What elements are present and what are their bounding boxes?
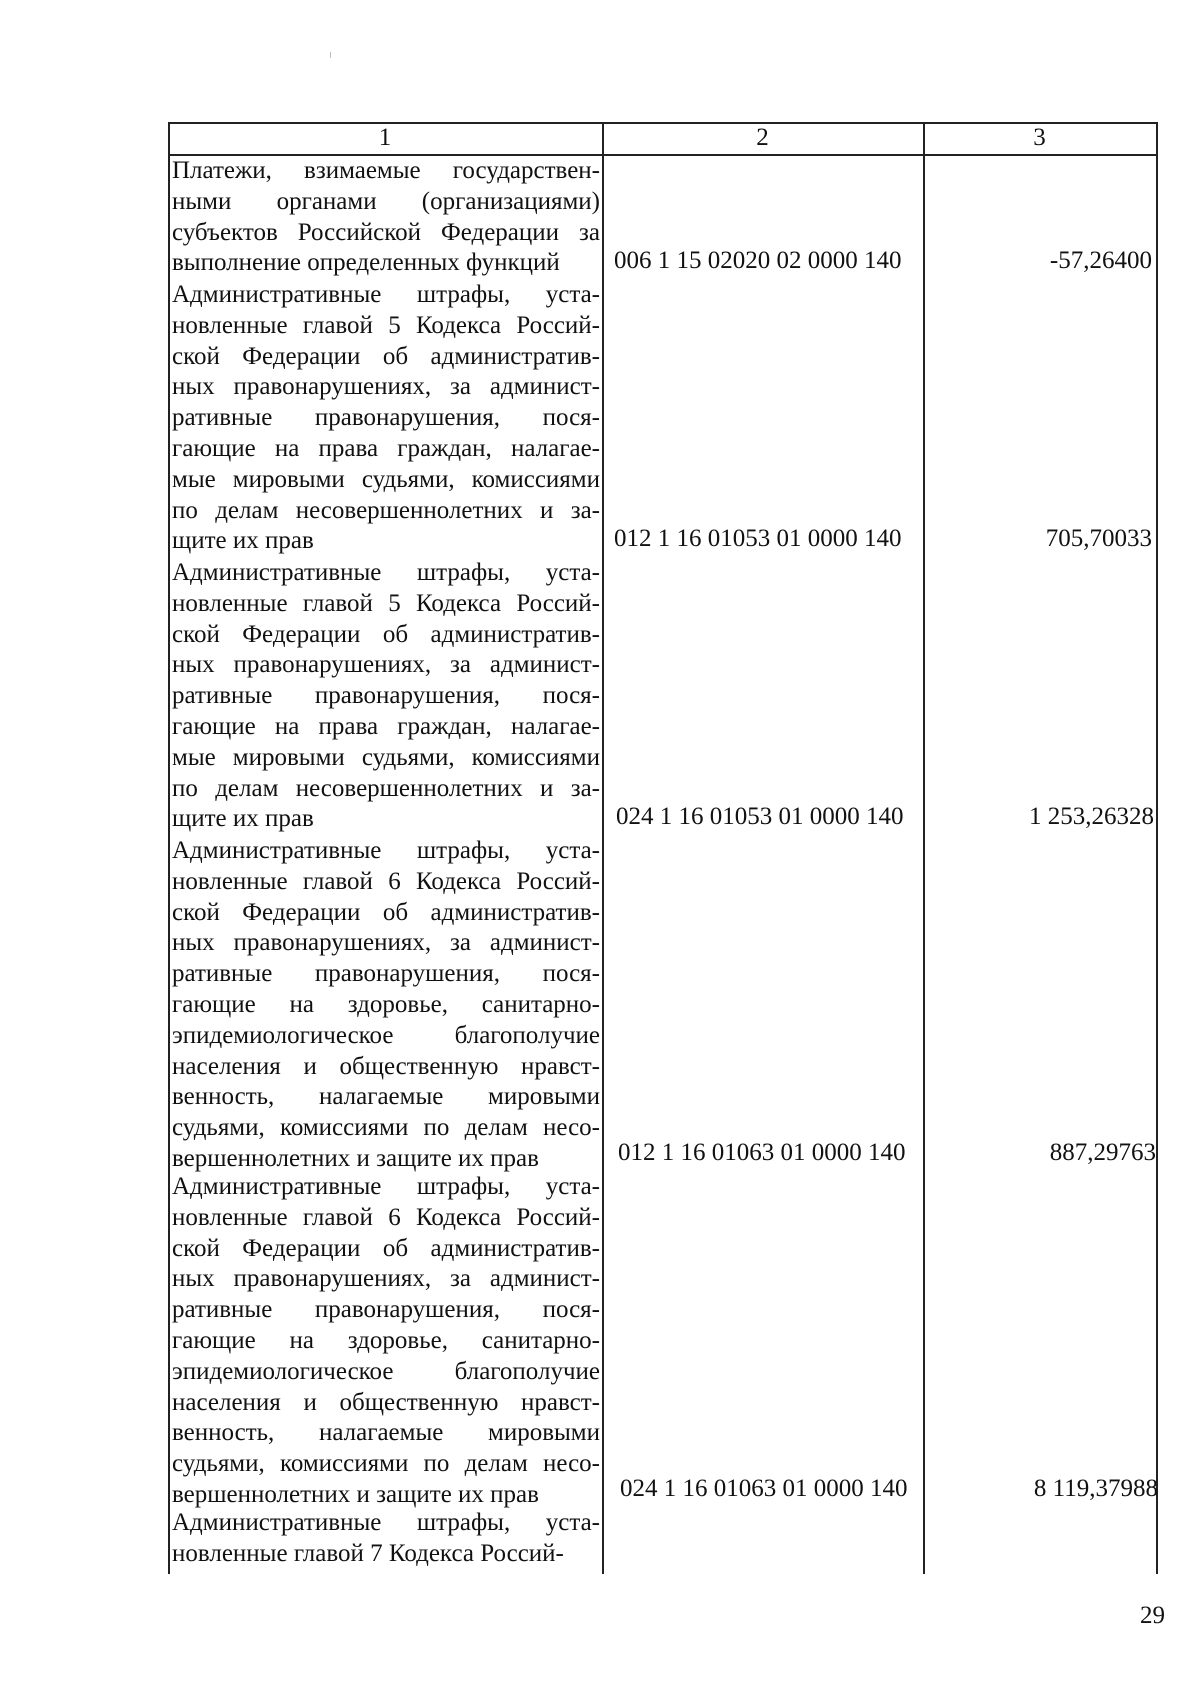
description-line: новленные главой 5 Кодекса Россий- (172, 589, 600, 617)
description-line: гающие на права граждан, налагае- (172, 434, 600, 462)
table-row-description (172, 1172, 600, 1511)
description-line: щите их прав (172, 805, 314, 833)
description-line: по делам несовершеннолетних и за- (172, 774, 600, 802)
description-line: гающие на права граждан, налагае- (172, 712, 600, 740)
description-line: эпидемиологическое благополучие (172, 1357, 600, 1385)
table-row-code: 024 1 16 01063 01 0000 140 (620, 1475, 908, 1502)
table-row-amount: 887,29763 (1049, 1139, 1156, 1166)
description-line: ративные правонарушения, пося- (172, 960, 600, 988)
description-line: ской Федерации об административ- (172, 342, 600, 370)
header-col-3: 3 (1033, 124, 1046, 151)
description-line: ных правонарушениях, за админист- (172, 929, 600, 957)
column-divider-2 (923, 122, 925, 1574)
description-line: новленные главой 6 Кодекса Россий- (172, 867, 600, 895)
description-line: судьями, комиссиями по делам несо- (172, 1450, 600, 1478)
description-line: по делам несовершеннолетних и за- (172, 496, 600, 524)
description-line: субъектов Российской Федерации за (172, 218, 600, 246)
table-row-description (172, 836, 600, 1175)
description-line: Административные штрафы, уста- (172, 281, 600, 308)
description-line: судьями, комиссиями по делам несо- (172, 1114, 600, 1142)
description-line: ративные правонарушения, пося- (172, 1296, 600, 1324)
table-row-amount: 8 119,37988 (1033, 1475, 1158, 1502)
description-line: вершеннолетних и защите их прав (172, 1480, 539, 1508)
description-line: гающие на здоровье, санитарно- (172, 1326, 600, 1354)
column-divider-1 (602, 122, 604, 1574)
table-row-description (172, 156, 600, 279)
table-right-border (1156, 122, 1158, 1574)
table-row-amount: -57,26400 (1049, 247, 1152, 274)
description-line: эпидемиологическое благополучие (172, 1021, 600, 1049)
description-line: Административные штрафы, уста- (172, 837, 600, 864)
description-line: мые мировыми судьями, комиссиями (172, 465, 600, 493)
description-line: новленные главой 6 Кодекса Россий- (172, 1203, 600, 1231)
table-row-description (172, 280, 600, 557)
table-left-border (168, 122, 170, 1574)
description-line: гающие на здоровье, санитарно- (172, 990, 600, 1018)
description-line: ской Федерации об административ- (172, 1234, 600, 1262)
description-line: мые мировыми судьями, комиссиями (172, 743, 600, 771)
page-number: 29 (1140, 1602, 1165, 1629)
description-line: венность, налагаемые мировыми (172, 1083, 600, 1111)
description-line: выполнение определенных функций (172, 249, 560, 277)
description-line: ных правонарушениях, за админист- (172, 373, 600, 401)
description-line: новленные главой 5 Кодекса Россий- (172, 311, 600, 339)
description-line: венность, налагаемые мировыми (172, 1419, 600, 1447)
description-line: вершеннолетних и защите их прав (172, 1144, 539, 1172)
header-col-1: 1 (378, 124, 392, 151)
table-row-amount: 1 253,26328 (1029, 803, 1154, 830)
description-line: ративные правонарушения, пося- (172, 404, 600, 432)
description-line: ных правонарушениях, за админист- (172, 651, 600, 679)
scan-mark (330, 52, 331, 58)
description-line: ской Федерации об административ- (172, 898, 600, 926)
table-row-description (172, 558, 600, 835)
description-line: ративные правонарушения, пося- (172, 682, 600, 710)
description-line: населения и общественную нравст- (172, 1388, 600, 1416)
description-line: ными органами (организациями) (172, 187, 600, 215)
description-line: новленные главой 7 Кодекса Россий- (172, 1539, 564, 1567)
description-line: щите их прав (172, 527, 314, 555)
revenue-table (168, 122, 1158, 1574)
table-row-code: 012 1 16 01063 01 0000 140 (618, 1139, 906, 1166)
header-col-2: 2 (756, 124, 769, 151)
description-line: населения и общественную нравст- (172, 1052, 600, 1080)
description-line: Административные штрафы, уста- (172, 1509, 600, 1536)
table-row-amount: 705,70033 (1045, 525, 1152, 552)
description-line: Административные штрафы, уста- (172, 559, 600, 586)
table-row-description (172, 1508, 600, 1570)
description-line: Платежи, взимаемые государствен- (172, 157, 600, 184)
description-line: ных правонарушениях, за админист- (172, 1265, 600, 1293)
description-line: ской Федерации об административ- (172, 620, 600, 648)
description-line: Административные штрафы, уста- (172, 1173, 600, 1200)
table-row-code: 012 1 16 01053 01 0000 140 (614, 525, 902, 552)
table-row-code: 006 1 15 02020 02 0000 140 (614, 247, 902, 274)
table-row-code: 024 1 16 01053 01 0000 140 (616, 803, 904, 830)
